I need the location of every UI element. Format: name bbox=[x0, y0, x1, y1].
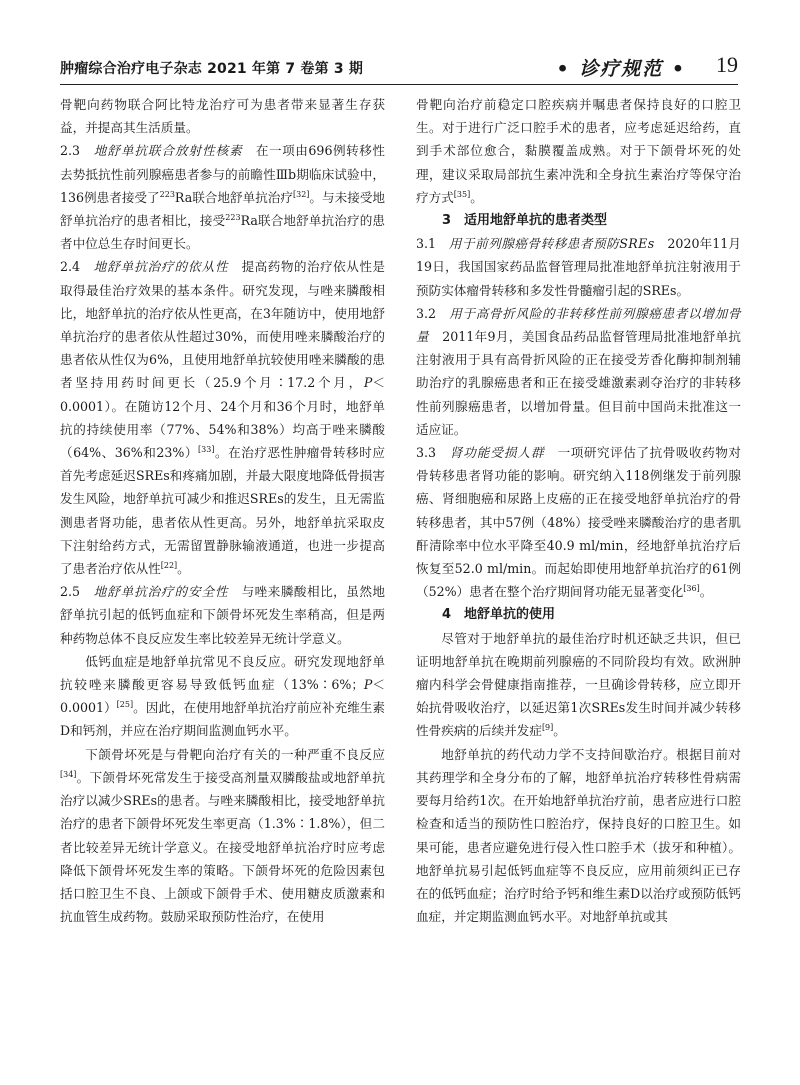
left-column bbox=[60, 93, 385, 928]
citation: [25] bbox=[116, 700, 134, 710]
paragraph-continued: 骨靶向治疗前稳定口腔疾病并嘱患者保持良好的口腔卫生。对于进行广泛口腔手术的患者，应考虑延迟给药，直到手术部位愈合，黏膜覆盖成熟。对于下颌骨坏死的处理，建议采取局部抗生素冲洗和全身抗生素治疗等保守治疗方式[35]。 bbox=[416, 97, 741, 205]
subheading: 肾功能受损人群 bbox=[449, 445, 545, 461]
section-2-5: 2.5 地舒单抗治疗的安全性 与唑来膦酸相比，虽然地舒单抗引起的低钙血症和下颌骨坏死发生率稍高，但是两种药物总体不良反应发生率比较差异无统计学意义。 bbox=[60, 584, 386, 646]
paragraph-onj: 下颌骨坏死是与骨靶向治疗有关的一种严重不良反应[34]。下颌骨坏死常发生于接受高剂量双膦酸盐或地舒单抗治疗以减少SREs的患者。与唑来膦酸相比，接受地舒单抗治疗的患者下颌骨坏死发生率更高（1.3%∶1.8%），但二者比较差异无统计学意义。在接受地舒单抗治疗时应考虑降低下颌骨坏死发生率的策略。下颌骨坏死的危险因素包括口腔卫生不良、上颌或下颌骨手术、使用糖皮质激素和抗血管生成药物。鼓励采取预防性治疗，在使用 bbox=[60, 746, 385, 925]
citation: [9] bbox=[541, 723, 554, 733]
section-3-1: 3.1 用于前列腺癌骨转移患者预防SREs 2020年11月19日，我国国家药品监督管理局批准地舒单抗注射液用于预防实体瘤骨转移和多发性骨髓瘤引起的SREs。 bbox=[416, 236, 742, 298]
subheading: 用于高骨折风险的非转移性前列腺癌患者以增加骨量 bbox=[416, 305, 742, 345]
header-rule bbox=[60, 84, 738, 85]
section-3-heading: 3 适用地舒单抗的患者类型 bbox=[442, 213, 608, 229]
section-3-3: 3.3 肾功能受损人群 一项研究评估了抗骨吸收药物对骨转移患者肾功能的影响。研究纳入118例继发于前列腺癌、肾细胞癌和尿路上皮癌的正在接受地舒单抗治疗的骨转移患者，其中57例（48%）接受唑来膦酸治疗的患者肌酐清除率中位水平降至40.9 ml/min，经地舒单抗治疗后恢复至52.0 ml/min。而起始即使用地舒单抗治疗的61例（52%）患者在整个治疗期间肾功能无显著变化[36]。 bbox=[416, 445, 742, 600]
subheading: 地舒单抗治疗的依从性 bbox=[93, 259, 229, 275]
citation: [32] bbox=[293, 189, 310, 199]
section-2-3: 2.3 地舒单抗联合放射性核素 在一项由696例转移性去势抵抗性前列腺癌患者参与的前瞻性Ⅲb期临床试验中，136例患者接受了$^{223}$Ra联合地舒单抗治疗[32]。与未接受地舒单抗治疗的患者相比，接受$^{223}$Ra联合地舒单抗治疗的患者中位总生存时间更长。 bbox=[60, 143, 386, 252]
section-4-heading: 4 地舒单抗的使用 bbox=[442, 607, 556, 623]
paragraph-pharmacokinetics: 地舒单抗的药代动力学不支持间歇治疗。根据目前对其药理学和全身分布的了解，地舒单抗治疗转移性骨病需要每月给药1次。在开始地舒单抗治疗前，患者应进行口腔检查和适当的预防性口腔治疗，保持良好的口腔卫生。如果可能，患者应避免进行侵入性口腔手术（拔牙和种植）。地舒单抗易引起低钙血症等不良反应，应用前须纠正已存在的低钙血症；治疗时给予钙和维生素D以治疗或预防低钙血症，并定期监测血钙水平。对地舒单抗或其 bbox=[416, 746, 741, 925]
subheading: 用于前列腺癌骨转移患者预防SREs bbox=[448, 236, 655, 252]
paragraph-timing: 尽管对于地舒单抗的最佳治疗时机还缺乏共识，但已证明地舒单抗在晚期前列腺癌的不同阶段均有效。欧洲肿瘤内科学会骨健康指南推荐，一旦确诊骨转移，应立即开始抗骨吸收治疗，以延迟第1次SREs发生时间并减少转移性骨疾病的后续并发症[9]。 bbox=[416, 630, 741, 739]
page-number: 19 bbox=[716, 52, 738, 77]
paragraph-hypocalcemia: 低钙血症是地舒单抗常见不良反应。研究发现地舒单抗较唑来膦酸更容易导致低钙血症（13%∶6%；P＜0.0001）[25]。因此，在使用地舒单抗治疗前应补充维生素D和钙剂，并应在治疗期间监测血钙水平。 bbox=[60, 653, 385, 739]
citation: [36] bbox=[683, 584, 700, 594]
subheading: 地舒单抗治疗的安全性 bbox=[93, 584, 229, 600]
paragraph-continued: 骨靶向药物联合阿比特龙治疗可为患者带来显著生存获益，并提高其生活质量。 bbox=[60, 97, 385, 136]
citation: [33] bbox=[198, 444, 215, 454]
running-header bbox=[60, 50, 738, 84]
subheading: 地舒单抗联合放射性核素 bbox=[93, 143, 243, 159]
citation: [35] bbox=[453, 189, 471, 199]
section-2-4: 2.4 地舒单抗治疗的依从性 提高药物的治疗依从性是取得最佳治疗效果的基本条件。研究发现，与唑来膦酸相比，地舒单抗的治疗依从性更高，在3年随访中，使用地舒单抗治疗的患者依从性超过30%，而使用唑来膦酸治疗的患者依从性仅为6%，且使用地舒单抗较使用唑来膦酸的患者坚持用药时间更长（25.9个月∶17.2个月，P＜0.0001）。在随访12个月、24个月和36个月时，地舒单抗的持续使用率（77%、54%和38%）均高于唑来膦酸（64%、36%和23%）[33]。在治疗恶性肿瘤骨转移时应首先考虑延迟SREs和疼痛加剧，并最大限度地降低骨损害发生风险，地舒单抗可减少和推迟SREs的发生，且无需监测患者肾功能，患者依从性更高。另外，地舒单抗采取皮下注射给药方式，无需留置静脉输液通道，也进一步提高了患者治疗依从性[22]。 bbox=[60, 259, 386, 577]
section-3-2: 3.2 用于高骨折风险的非转移性前列腺癌患者以增加骨量 2011年9月，美国食品药品监督管理局批准地舒单抗注射液用于具有高骨折风险的正在接受芳香化酶抑制剂辅助治疗的乳腺癌患者和正在接受雄激素剥夺治疗的非转移性前列腺癌患者，以增加骨量。但目前中国尚未批准这一适应证。 bbox=[416, 305, 742, 437]
journal-title: 肿瘤综合治疗电子杂志 2021 年第 7 卷第 3 期 bbox=[60, 61, 364, 77]
citation: [34] bbox=[60, 769, 77, 779]
section-tag: • 诊疗规范 • bbox=[556, 58, 686, 80]
citation: [22] bbox=[160, 560, 178, 570]
right-column bbox=[416, 93, 741, 928]
